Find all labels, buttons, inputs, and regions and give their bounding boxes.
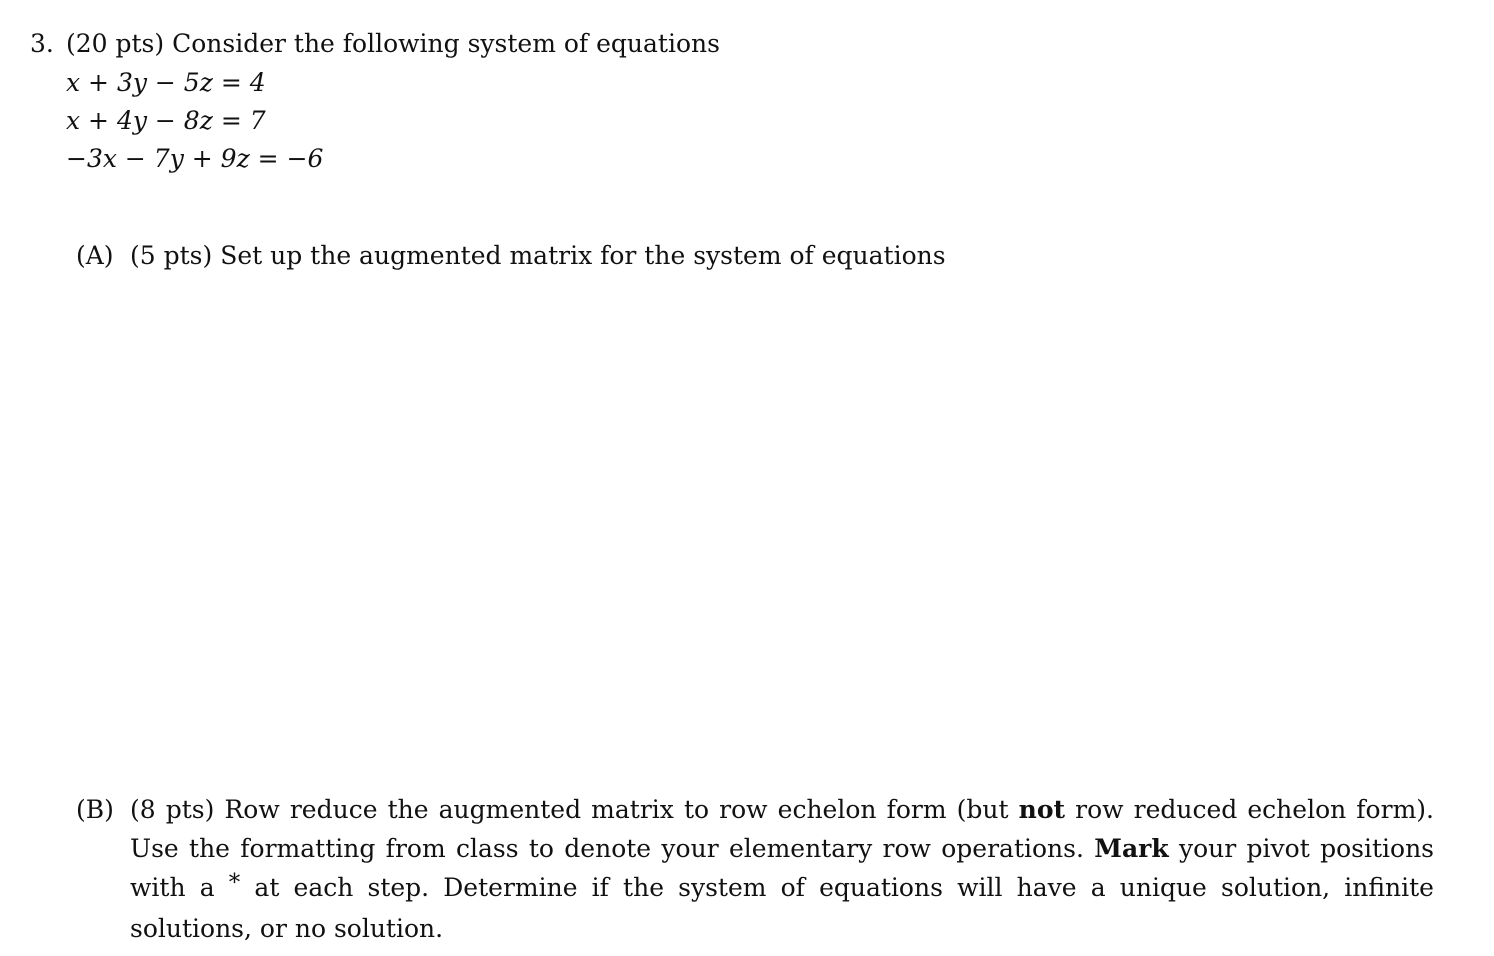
part-b-body	[130, 790, 1434, 948]
equation-3: −3x − 7y + 9z = −6	[66, 144, 324, 173]
equation-2: x + 4y − 8z = 7	[66, 106, 266, 135]
part-a-label: (A)	[76, 241, 114, 270]
part-b-text-4: at each step. Determine if the system of equations will have a unique solution, infinite solutions, or no solution.	[130, 873, 1434, 943]
equation-system	[66, 64, 323, 178]
part-b-points: (8 pts)	[130, 795, 215, 824]
equation-1: x + 3y − 5z = 4	[66, 68, 266, 97]
part-b-text-1: Row reduce the augmented matrix to row echelon form (but	[224, 795, 1009, 824]
pivot-star-symbol: *	[228, 870, 241, 896]
part-b-bold-mark: Mark	[1094, 834, 1169, 863]
part-a-points: (5 pts)	[130, 241, 213, 270]
part-b	[76, 790, 1436, 943]
part-a-text: Set up the augmented matrix for the system of equations	[220, 241, 946, 270]
part-b-text-2: row reduced echelon form). Use the formatting from class to denote your elementary row operations.	[130, 795, 1434, 863]
problem-number: 3.	[30, 29, 54, 58]
part-b-bold-not: not	[1018, 795, 1066, 824]
problem-prompt: Consider the following system of equations	[172, 29, 720, 58]
part-b-label: (B)	[76, 795, 114, 824]
part-a	[76, 236, 946, 275]
problem-points: (20 pts)	[66, 29, 165, 58]
problem-header	[30, 26, 720, 62]
part-b-text-3: your pivot positions with a	[130, 834, 1435, 902]
